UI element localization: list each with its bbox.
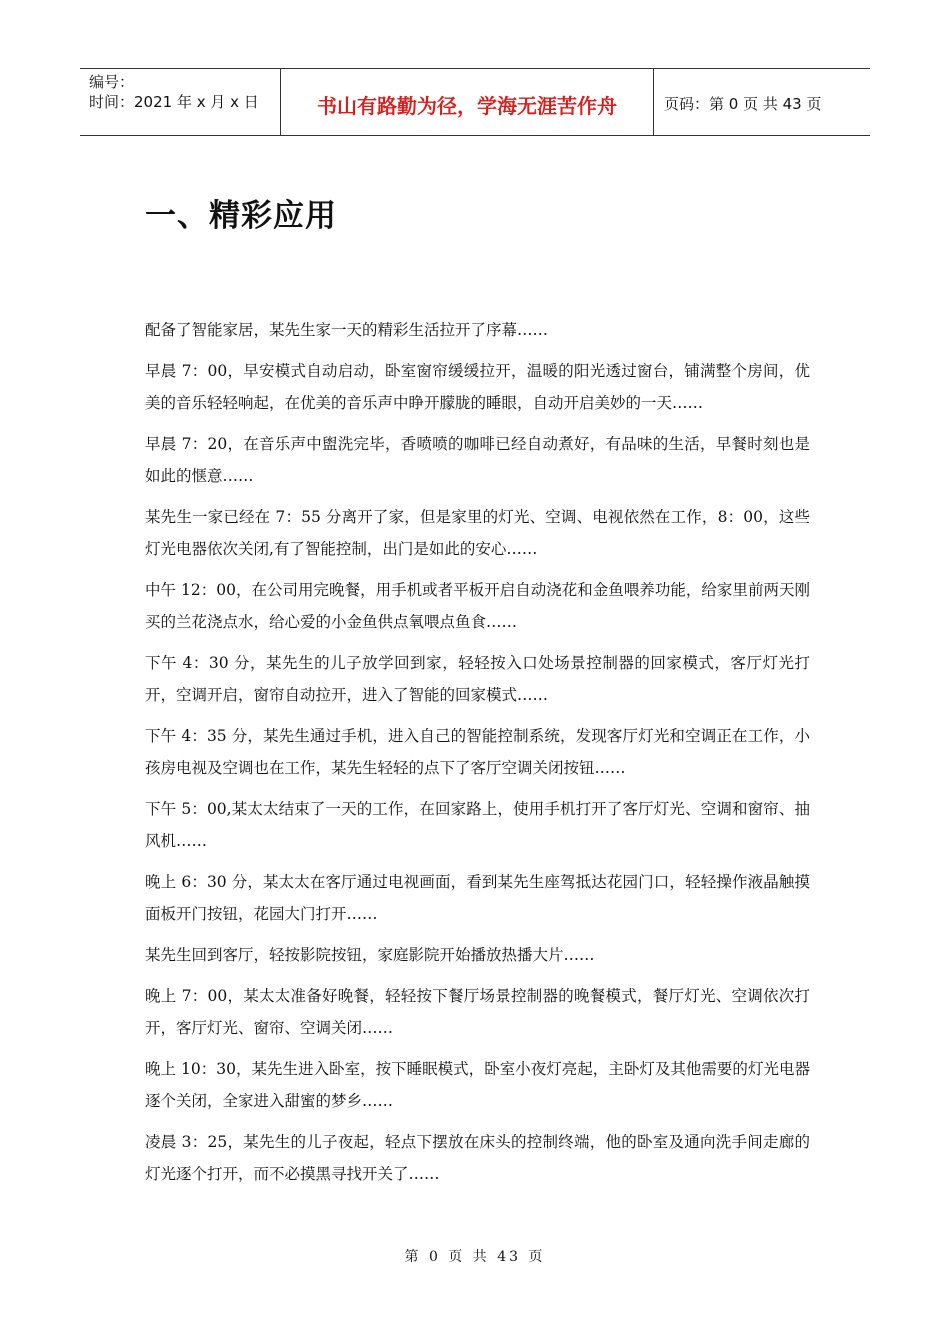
paragraph: 下午 5：00,某太太结束了一天的工作，在回家路上，使用手机打开了客厅灯光、空调和窗帘、抽风机…… [145,800,810,850]
page-header [80,68,870,136]
body-text [145,314,810,1199]
paragraph: 下午 4：35 分，某先生通过手机，进入自己的智能控制系统，发现客厅灯光和空调正在工作，小孩房电视及空调也在工作，某先生轻轻的点下了客厅空调关闭按钮…… [145,727,810,777]
header-page-info: 页码：第 0 页 共 43 页 [664,94,822,113]
paragraph: 晚上 7：00，某太太准备好晚餐，轻轻按下餐厅场景控制器的晚餐模式，餐厅灯光、空调依次打开，客厅灯光、窗帘、空调关闭…… [145,987,810,1037]
paragraph: 中午 12：00，在公司用完晚餐，用手机或者平板开启自动浇花和金鱼喂养功能，给家里前两天刚买的兰花浇点水，给心爱的小金鱼供点氧喂点鱼食…… [145,581,810,631]
paragraph: 某先生回到客厅，轻按影院按钮，家庭影院开始播放热播大片…… [145,946,595,964]
paragraph: 早晨 7：20，在音乐声中盥洗完毕，香喷喷的咖啡已经自动煮好，有品味的生活，早餐时刻也是如此的惬意…… [145,435,810,485]
header-motto: 书山有路勤为径，学海无涯苦作舟 [281,69,654,135]
serial-number-label: 编号： [89,73,135,91]
paragraph: 某先生一家已经在 7：55 分离开了家，但是家里的灯光、空调、电视依然在工作，8：00，这些灯光电器依次关闭,有了智能控制，出门是如此的安心…… [145,508,810,558]
header-meta-cell [80,69,281,135]
paragraph: 凌晨 3：25，某先生的儿子夜起，轻点下摆放在床头的控制终端，他的卧室及通向洗手间走廊的灯光逐个打开，而不必摸黑寻找开关了…… [145,1133,810,1183]
paragraph: 晚上 10：30，某先生进入卧室，按下睡眠模式，卧室小夜灯亮起，主卧灯及其他需要的灯光电器逐个关闭，全家进入甜蜜的梦乡…… [145,1060,810,1110]
paragraph: 晚上 6：30 分，某太太在客厅通过电视画面，看到某先生座驾抵达花园门口，轻轻操作液晶触摸面板开门按钮，花园大门打开…… [145,873,810,923]
section-title: 一、精彩应用 [145,198,337,234]
paragraph: 下午 4：30 分，某先生的儿子放学回到家，轻轻按入口处场景控制器的回家模式，客厅灯光打开，空调开启，窗帘自动拉开，进入了智能的回家模式…… [145,654,810,704]
page-footer: 第 0 页 共 43 页 [404,1249,546,1265]
paragraph: 配备了智能家居，某先生家一天的精彩生活拉开了序幕…… [145,321,549,339]
date-label: 时间：2021 年 x 月 x 日 [89,93,259,111]
paragraph: 早晨 7：00，早安模式自动启动，卧室窗帘缓缓拉开，温暖的阳光透过窗台，铺满整个房间，优美的音乐轻轻响起，在优美的音乐声中睁开朦胧的睡眼，自动开启美妙的一天…… [145,362,810,412]
